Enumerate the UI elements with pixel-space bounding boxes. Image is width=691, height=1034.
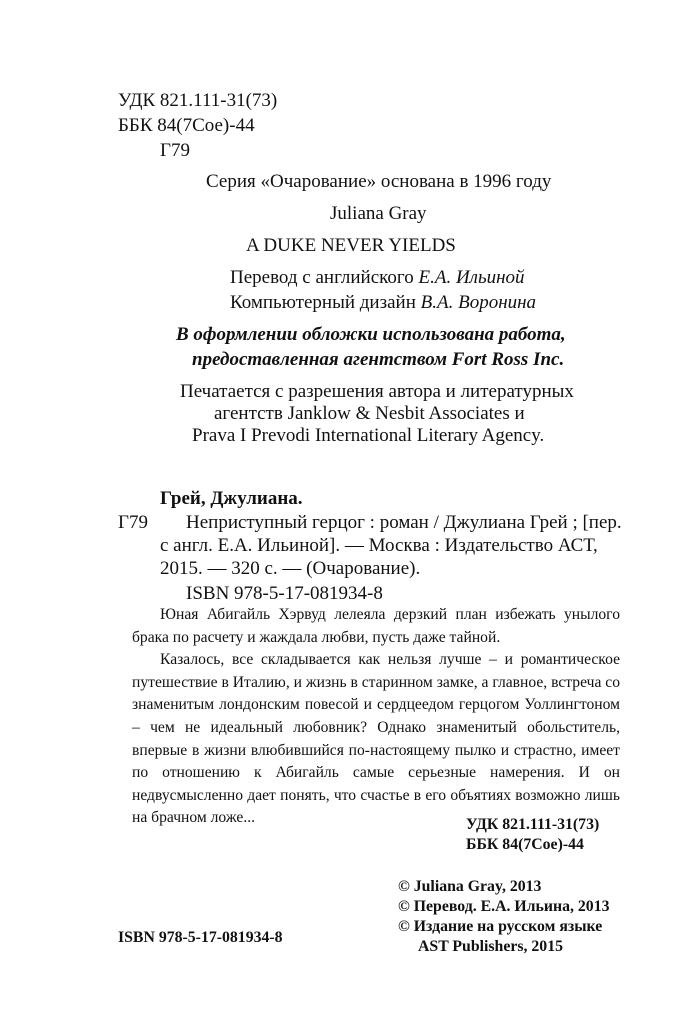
annotation-paragraph-1: Юная Абигайль Хэрвуд лелеяла дерзкий план избежать унылого брака по расчету и жаждала любви, пусть даже тайной. xyxy=(132,606,620,646)
design-label: Компьютерный дизайн xyxy=(230,292,416,313)
catalog-line-3: 2015. — 320 с. — (Очарование). xyxy=(160,558,421,579)
catalog-mark: Г79 xyxy=(118,512,148,533)
permission-line-1: Печатается с разрешения автора и литературных xyxy=(180,381,574,402)
original-title: A DUKE NEVER YIELDS xyxy=(246,235,456,256)
catalog-isbn: ISBN 978-5-17-081934-8 xyxy=(186,583,383,604)
copyright-line-2: © Перевод. Е.А. Ильина, 2013 xyxy=(398,898,610,915)
footer-udk-code: УДК 821.111-31(73) xyxy=(466,816,600,833)
cover-note-line-2: предоставленная агентством Fort Ross Inc. xyxy=(192,349,565,370)
translator-name: Е.А. Ильиной xyxy=(418,267,525,288)
copyright-line-3: © Издание на русском языке xyxy=(398,918,603,935)
translation-credit xyxy=(230,266,525,290)
design-credit xyxy=(230,291,536,315)
permission-line-3: Prava I Prevodi International Literary Agency. xyxy=(192,425,545,446)
udk-code: УДК 821.111-31(73) xyxy=(118,90,278,111)
copyright-line-1: © Juliana Gray, 2013 xyxy=(398,878,542,895)
annotation-paragraph-2: Казалось, все складывается как нельзя лучше – и романтическое путешествие в Италию, и жизнь в старинном замке, а главное, встреча со знаменитым лондонским повесой и сердцеедом герцогом Уоллингтоном – чем не идеальный любовник? Однако знаменитый обольститель, впервые в жизни влюбившийся по-настоящему пылко и страстно, имеет по отношению к Абигайль самые серьезные намерения. И он недвусмысленно дает понять, что счастье в его объятиях возможно лишь на брачном ложе... xyxy=(132,651,621,827)
series-line: Серия «Очарование» основана в 1996 году xyxy=(206,171,552,192)
footer-isbn: ISBN 978-5-17-081934-8 xyxy=(118,929,283,946)
catalog-line-1: Неприступный герцог : роман / Джулиана Грей ; [пер. xyxy=(186,512,622,533)
original-author: Juliana Gray xyxy=(330,203,427,224)
author-mark: Г79 xyxy=(160,140,190,161)
bbk-code: ББК 84(7Сое)-44 xyxy=(118,115,255,136)
translation-label: Перевод с английского xyxy=(230,267,414,288)
annotation xyxy=(132,604,620,830)
cover-note-line-1: В оформлении обложки использована работа, xyxy=(176,324,566,345)
copyright-line-4: AST Publishers, 2015 xyxy=(418,938,563,955)
permission-line-2: агентств Janklow & Nesbit Associates и xyxy=(214,403,525,424)
footer-bbk-code: ББК 84(7Сое)-44 xyxy=(466,836,584,853)
designer-name: В.А. Воронина xyxy=(420,292,537,313)
catalog-line-2: с англ. Е.А. Ильиной]. — Москва : Издательство АСТ, xyxy=(160,535,598,556)
catalog-author-heading: Грей, Джулиана. xyxy=(160,488,303,509)
